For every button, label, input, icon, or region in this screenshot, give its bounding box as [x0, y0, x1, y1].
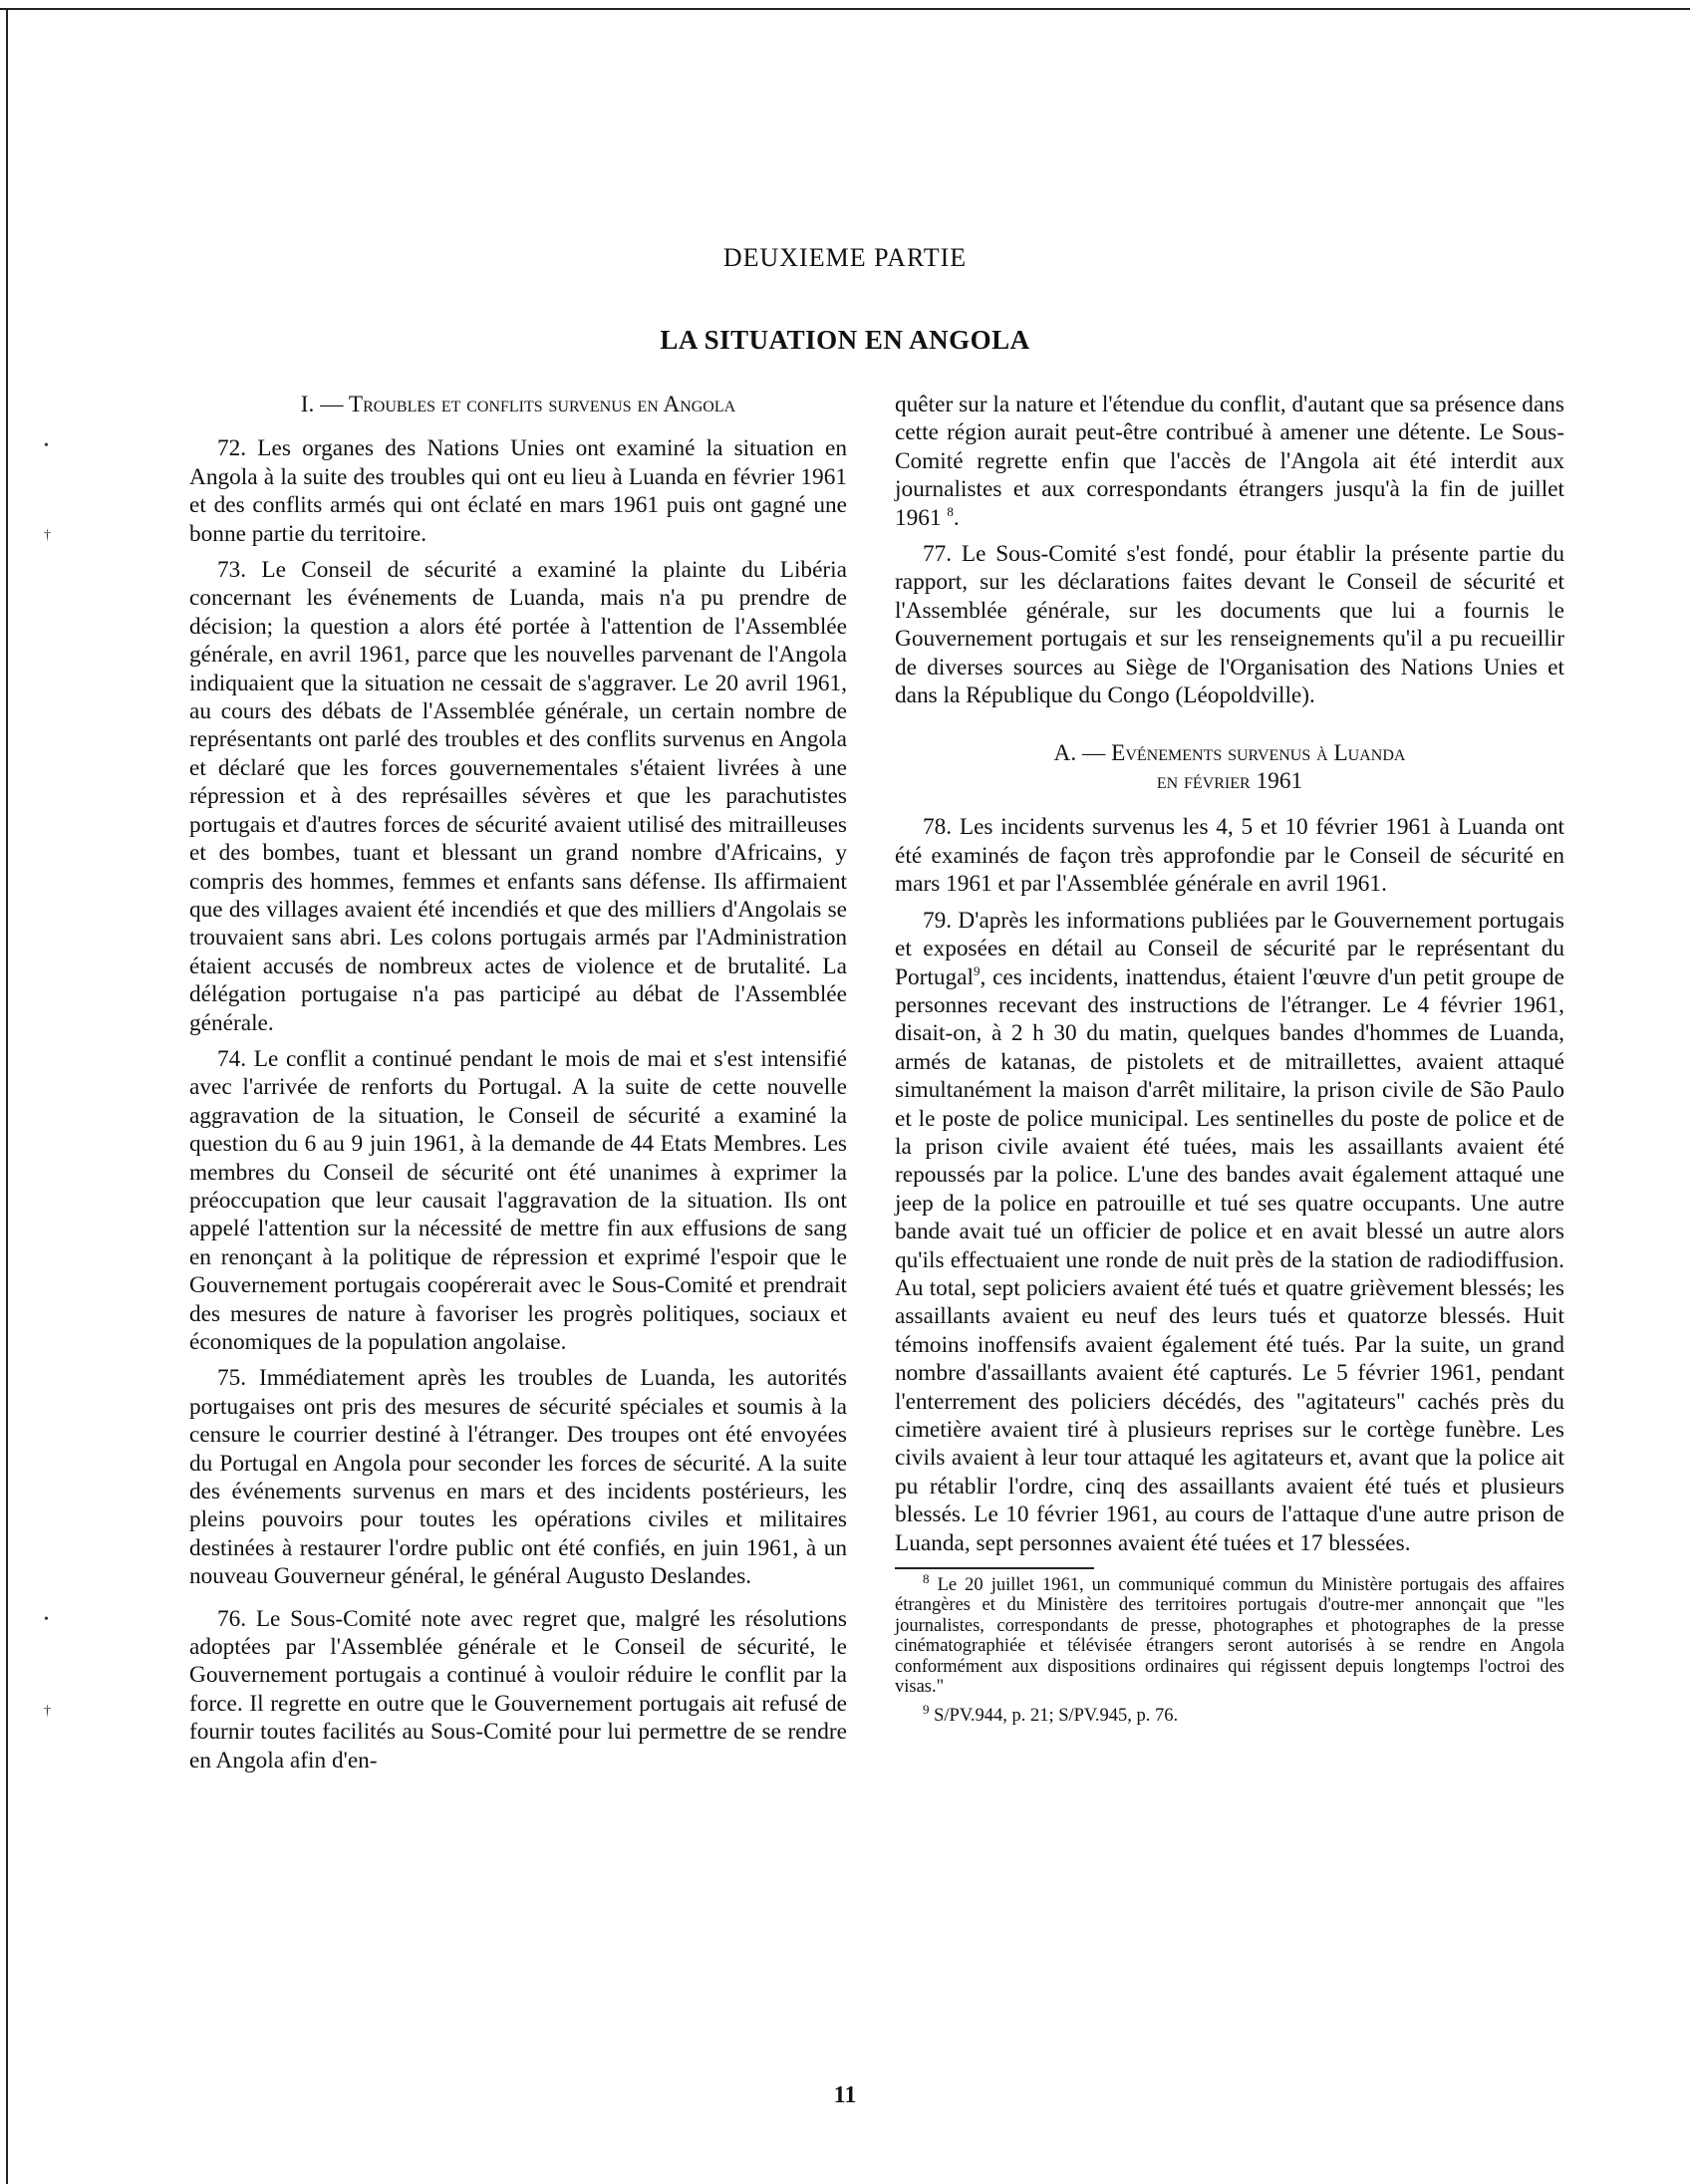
- paragraph-79-text-b: , ces incidents, inattendus, étaient l'œuvre d'un petit groupe de personnes recevant des instructions de l'étranger. Le 4 février 1961, disait-on, à 2 h 30 du matin, quelques bandes d'hommes de Luanda, armés de katanas, de pistolets et de mitraillettes, avaient attaqué simultanément la maison d'arrêt militaire, la prison civile de São Paulo et le poste de police municipal. Les sentinelles du poste de police et de la prison civile avaient été tuées, mais les assaillants avaient été repoussés par la police. L'une des bandes avait également attaqué une jeep de la police en patrouille et tué ses quatre occupants. Une autre bande avait tué un officier de police et en avait blessé un autre alors qu'ils effectuaient une ronde de nuit près de la station de radiodiffusion. Au total, sept policiers avaient été tués et quatre grièvement blessés; les assaillants avaient eu neuf des leurs tués et quatorze blessés. Huit témoins inoffensifs avaient également été tués. Par la suite, un grand nombre d'assaillants avaient été capturés. Le 5 février 1961, pendant l'enterrement des policiers décédés, des "agitateurs" cachés près du cimetière avaient tiré à plusieurs reprises sur le cortège funèbre. Les civils avaient à leur tour attaqué les agitateurs et, avant que la police ait pu rétablir l'ordre, cinq des assaillants avaient été tués et plusieurs blessés. Le 10 février 1961, au cours de l'attaque d'une autre prison de Luanda, sept personnes avaient été tuées et 17 blessées.: [895, 963, 1564, 1556]
- chapter-subheading: I. — Troubles et conflits survenus en Angola: [300, 392, 736, 417]
- footnote-8-text: Le 20 juillet 1961, un communiqué commun du Ministère portugais des affaires étrangères et du Ministère des territoires portugais d'outre-mer annonçait que "les journalistes, correspondants de presse, photographes et photographes de la presse cinématographiée et télévisée étrangers seront autorisés à se rendre en Angola conformément aux dispositions ordinaires qui régissent depuis longtemps l'octroi des visas.": [895, 1574, 1564, 1698]
- part-heading: DEUXIEME PARTIE: [722, 243, 968, 272]
- footnote-ref-8: 8: [947, 503, 954, 519]
- footnote-9-text: S/PV.944, p. 21; S/PV.945, p. 76.: [929, 1705, 1179, 1726]
- section-a-heading: [895, 739, 1564, 795]
- paragraph-76-continued: quêter sur la nature et l'étendue du conflit, d'autant que sa présence dans cette région aurait peut-être contribué à amener une détente. Le Sous-Comité regrette enfin que l'accès de l'Angola ait été interdit aux journalistes et aux correspondants étrangers jusqu'à la fin de juillet 1961 $^8$.: [895, 392, 1564, 531]
- paragraph-77: 77. Le Sous-Comité s'est fondé, pour établir la présente partie du rapport, sur les déclarations faites devant le Conseil de sécurité et l'Assemblée générale, sur les documents que lui a fournis le Gouvernement portugais et sur les renseignements qu'il a pu recueillir de diverses sources au Siège de l'Organisation des Nations Unies et dans la République du Congo (Léopoldville).: [895, 541, 1564, 709]
- paragraph-76: 76. Le Sous-Comité note avec regret que, malgré les résolutions adoptées par l'Assemblée générale et le Conseil de sécurité, le Gouvernement portugais a continué à vouloir réduire le conflit par la force. Il regrette en outre que le Gouvernement portugais ait refusé de fournir toutes facilités au Sous-Comité pour lui permettre de se rendre en Angola afin d'en-: [189, 1605, 847, 1774]
- top-border-rule: [0, 8, 1690, 10]
- paragraph-76-continued-text: quêter sur la nature et l'étendue du conflit, d'autant que sa présence dans cette région aurait peut-être contribué à amener une détente. Le Sous-Comité regrette enfin que l'accès de l'Angola ait été interdit aux journalistes et aux correspondants étrangers jusqu'à la fin de juillet 1961: [895, 392, 1564, 531]
- footnote-9: [895, 1701, 1564, 1727]
- margin-dot: •: [44, 1612, 49, 1627]
- paragraph-78: 78. Les incidents survenus les 4, 5 et 10 février 1961 à Luanda ont été examinés de façon très approfondie par le Conseil de sécurité en mars 1961 et par l'Assemblée générale en avril 1961.: [895, 814, 1564, 898]
- section-title: LA SITUATION EN ANGOLA: [660, 325, 1030, 355]
- margin-dot: †: [44, 1704, 51, 1719]
- margin-dot: •: [44, 438, 49, 453]
- paragraph-72: 72. Les organes des Nations Unies ont examiné la situation en Angola à la suite des troubles qui ont eu lieu à Luanda en février 1961 et des conflits armés qui ont éclaté en mars 1961 puis ont gagné une bonne partie du territoire.: [189, 435, 847, 547]
- footnote-ref-9: 9: [973, 962, 981, 978]
- right-column: [895, 391, 1564, 1734]
- paragraph-74: 74. Le conflit a continué pendant le mois de mai et s'est intensifié avec l'arrivée de renforts du Portugal. A la suite de cette nouvelle aggravation de la situation, le Conseil de sécurité a examiné la question du 6 au 9 juin 1961, à la demande de 44 Etats Membres. Les membres du Conseil de sécurité ont été unanimes à exprimer la préoccupation que leur causait l'aggravation de la situation. Ils ont appelé l'attention sur la nécessité de mettre fin aux effusions de sang en renonçant à la politique de répression et exprimé l'espoir que le Gouvernement portugais coopérerait avec le Sous-Comité et prendrait des mesures de nature à favoriser les progrès politiques, sociaux et économiques de la population angolaise.: [189, 1045, 847, 1355]
- section-a-heading-line1: A. — Evénements survenus à Luanda: [1053, 740, 1406, 767]
- paragraph-79: [895, 907, 1564, 1557]
- page-number: 11: [833, 2082, 857, 2108]
- footnote-9-number: 9: [923, 1701, 930, 1717]
- margin-dot: †: [44, 528, 51, 543]
- paragraph-75: 75. Immédiatement après les troubles de Luanda, les autorités portugaises ont pris des mesures de sécurité spéciales et soumis à la censure le courrier destiné à l'étranger. Des troupes ont été envoyées du Portugal en Angola pour seconder les forces de sécurité. A la suite des événements survenus en mars et des incidents postérieurs, les pleins pouvoirs pour toutes les opérations civiles et militaires destinées à restaurer l'ordre public ont été confiés, en juin 1961, à un nouveau Gouverneur général, le général Augusto Deslandes.: [189, 1365, 847, 1590]
- footnote-rule: [895, 1567, 1094, 1569]
- left-column: [189, 391, 847, 1782]
- paragraph-79-text-a: 79. D'après les informations publiées par le Gouvernement portugais et exposées en détail au Conseil de sécurité par le représentant du Portugal: [895, 907, 1564, 990]
- footnote-8-number: 8: [923, 1570, 930, 1586]
- section-a-heading-line2: en février 1961: [1156, 768, 1303, 795]
- footnote-8: [895, 1570, 1564, 1698]
- paragraph-73: 73. Le Conseil de sécurité a examiné la plainte du Libéria concernant les événements de Luanda, mais n'a pu prendre de décision; la question a alors été portée à l'attention de l'Assemblée générale, en avril 1961, parce que les nouvelles parvenant de l'Angola indiquaient que la situation ne cessait de s'aggraver. Le 20 avril 1961, au cours des débats de l'Assemblée générale, un certain nombre de représentants ont parlé des troubles et des conflits survenus en Angola et déclaré que les forces gouvernementales s'étaient livrées à une répression et à des représailles sévères et que les parachutistes portugais et d'autres forces de sécurité avaient utilisé des mitrailleuses et des bombes, tuant et blessant un grand nombre d'Africains, y compris des hommes, femmes et enfants sans défense. Ils affirmaient que des villages avaient été incendiés et que des milliers d'Angolais se trouvaient sans abri. Les colons portugais armés par l'Administration étaient accusés de nombreux actes de violence et de brutalité. La délégation portugaise n'a pas participé au débat de l'Assemblée générale.: [189, 557, 847, 1036]
